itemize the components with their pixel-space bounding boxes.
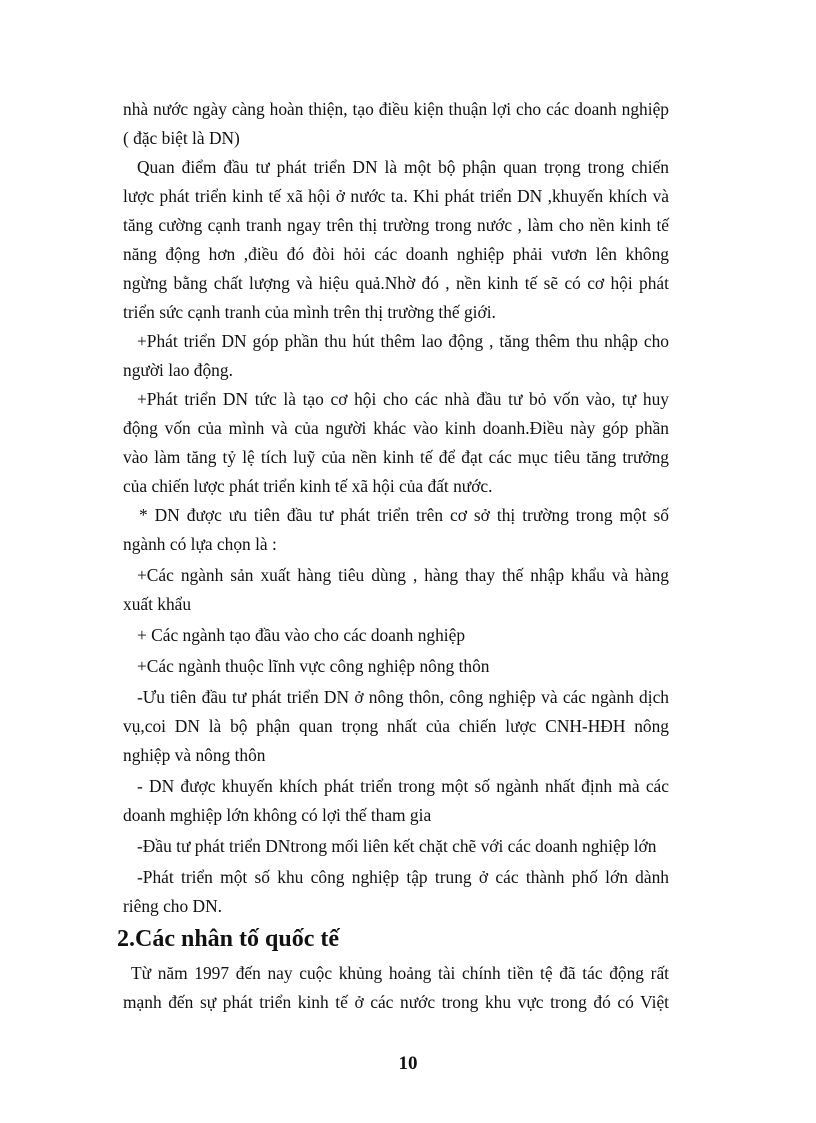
text-line: triển sức cạnh tranh của mình trên thị trường thế giới. [123, 302, 496, 322]
text-line: +Phát triển DN góp phần thu hút thêm lao động , tăng thêm thu nhập cho [137, 331, 669, 351]
text-line: của chiến lược phát triển kinh tế xã hội của đất nước. [123, 476, 493, 496]
section-heading: 2.Các nhân tố quốc tế [117, 926, 340, 952]
text-line: +Phát triển DN tức là tạo cơ hội cho các nhà đầu tư bỏ vốn vào, tự huy [137, 389, 669, 409]
text-line: xuất khẩu [123, 594, 192, 614]
text-line: ngành có lựa chọn là : [123, 534, 277, 554]
text-line: nhà nước ngày càng hoàn thiện, tạo điều kiện thuận lợi cho các doanh nghiệp [123, 99, 669, 119]
text-line: người lao động. [123, 360, 233, 380]
text-line: -Phát triển một số khu công nghiệp tập trung ở các thành phố lớn dành [137, 867, 669, 887]
text-line: +Các ngành thuộc lĩnh vực công nghiệp nông thôn [137, 656, 490, 676]
text-line: doanh mghiệp lớn không có lợi thế tham gia [123, 805, 432, 825]
text-line: ngừng bằng chất lượng và hiệu quả.Nhờ đó , nền kinh tế sẽ có cơ hội phát [123, 273, 669, 293]
text-line: riêng cho DN. [123, 896, 223, 916]
text-line: mạnh đến sự phát triển kinh tế ở các nước trong khu vực trong đó có Việt [123, 992, 669, 1012]
text-line: -Ưu tiên đầu tư phát triển DN ở nông thôn, công nghiệp và các ngành dịch [137, 687, 669, 707]
text-line: -Đầu tư phát triển DNtrong mối liên kết chặt chẽ với các doanh nghiệp lớn [137, 836, 657, 856]
text-line: ( đặc biệt là DN) [123, 128, 240, 148]
text-line: + Các ngành tạo đầu vào cho các doanh nghiệp [137, 625, 466, 645]
page-number: 10 [398, 1053, 418, 1074]
text-line: +Các ngành sản xuất hàng tiêu dùng , hàng thay thế nhập khẩu và hàng [137, 565, 669, 585]
text-line: nghiệp và nông thôn [123, 745, 266, 765]
text-line: Từ năm 1997 đến nay cuộc khủng hoảng tài chính tiền tệ đã tác động rất [131, 963, 669, 983]
text-line: vụ,coi DN là bộ phận quan trọng nhất của chiến lược CNH-HĐH nông [123, 716, 669, 736]
text-line: động vốn của mình và của người khác vào kinh doanh.Điều này góp phần [123, 418, 669, 438]
text-line: tăng cường cạnh tranh ngay trên thị trường trong nước , làm cho nền kinh tế [123, 215, 669, 235]
text-line: * DN được ưu tiên đầu tư phát triển trên cơ sở thị trường trong một số [139, 505, 669, 525]
text-line: vào làm tăng tỷ lệ tích luỹ của nền kinh tế để đạt các mục tiêu tăng trưởng [123, 447, 669, 467]
text-line: - DN được khuyến khích phát triển trong một số ngành nhất định mà các [137, 776, 669, 796]
text-line: Quan điểm đầu tư phát triển DN là một bộ phận quan trọng trong chiến [137, 157, 669, 177]
text-line: năng động hơn ,điều đó đòi hỏi các doanh nghiệp phải vươn lên không [123, 244, 669, 264]
text-line: lược phát triển kinh tế xã hội ở nước ta. Khi phát triển DN ,khuyến khích và [123, 186, 669, 206]
